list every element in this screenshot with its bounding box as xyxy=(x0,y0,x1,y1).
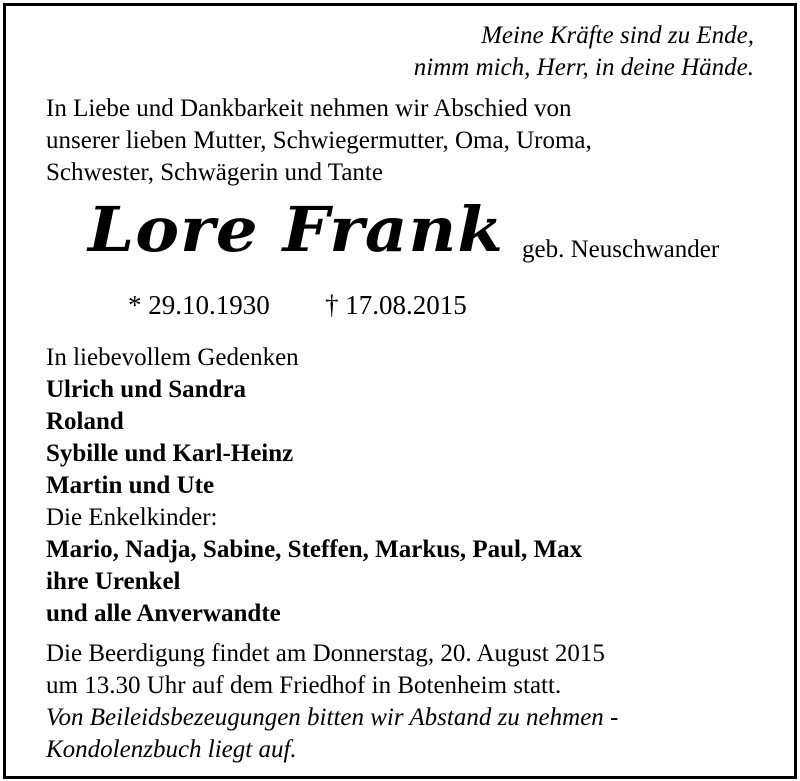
maiden-name: geb. Neuschwander xyxy=(522,236,720,263)
grandchildren-names: Mario, Nadja, Sabine, Steffen, Markus, Paul, Max xyxy=(46,536,583,563)
mourner-2: Roland xyxy=(46,408,124,435)
relatives: und alle Anverwandte xyxy=(46,600,281,627)
mourner-3: Sybille und Karl-Heinz xyxy=(46,440,294,467)
intro-line-2: unserer lieben Mutter, Schwiegermutter, Oma, Uroma, xyxy=(46,127,592,154)
great-grandchildren: ihre Urenkel xyxy=(46,568,181,595)
intro-line-1: In Liebe und Dankbarkeit nehmen wir Abschied von xyxy=(46,95,572,122)
note-line-2: Kondolenzbuch liegt auf. xyxy=(46,736,297,763)
funeral-line-1: Die Beerdigung findet am Donnerstag, 20. August 2015 xyxy=(46,640,605,667)
grandchildren-label: Die Enkelkinder: xyxy=(46,504,218,531)
intro-line-3: Schwester, Schwägerin und Tante xyxy=(46,159,383,186)
deceased-name: Lore Frank xyxy=(88,193,505,266)
mourners-heading: In liebevollem Gedenken xyxy=(46,344,299,371)
verse-line-2: nimm mich, Herr, in deine Hände. xyxy=(413,54,754,81)
birth-date: * 29.10.1930 xyxy=(128,290,270,320)
mourner-1: Ulrich und Sandra xyxy=(46,376,247,403)
mourner-4: Martin und Ute xyxy=(46,472,215,499)
verse-line-1: Meine Kräfte sind zu Ende, xyxy=(481,22,754,49)
death-date: † 17.08.2015 xyxy=(325,290,467,320)
note-line-1: Von Beileidsbezeugungen bitten wir Abstand zu nehmen - xyxy=(46,704,619,731)
funeral-line-2: um 13.30 Uhr auf dem Friedhof in Botenheim statt. xyxy=(46,672,562,699)
